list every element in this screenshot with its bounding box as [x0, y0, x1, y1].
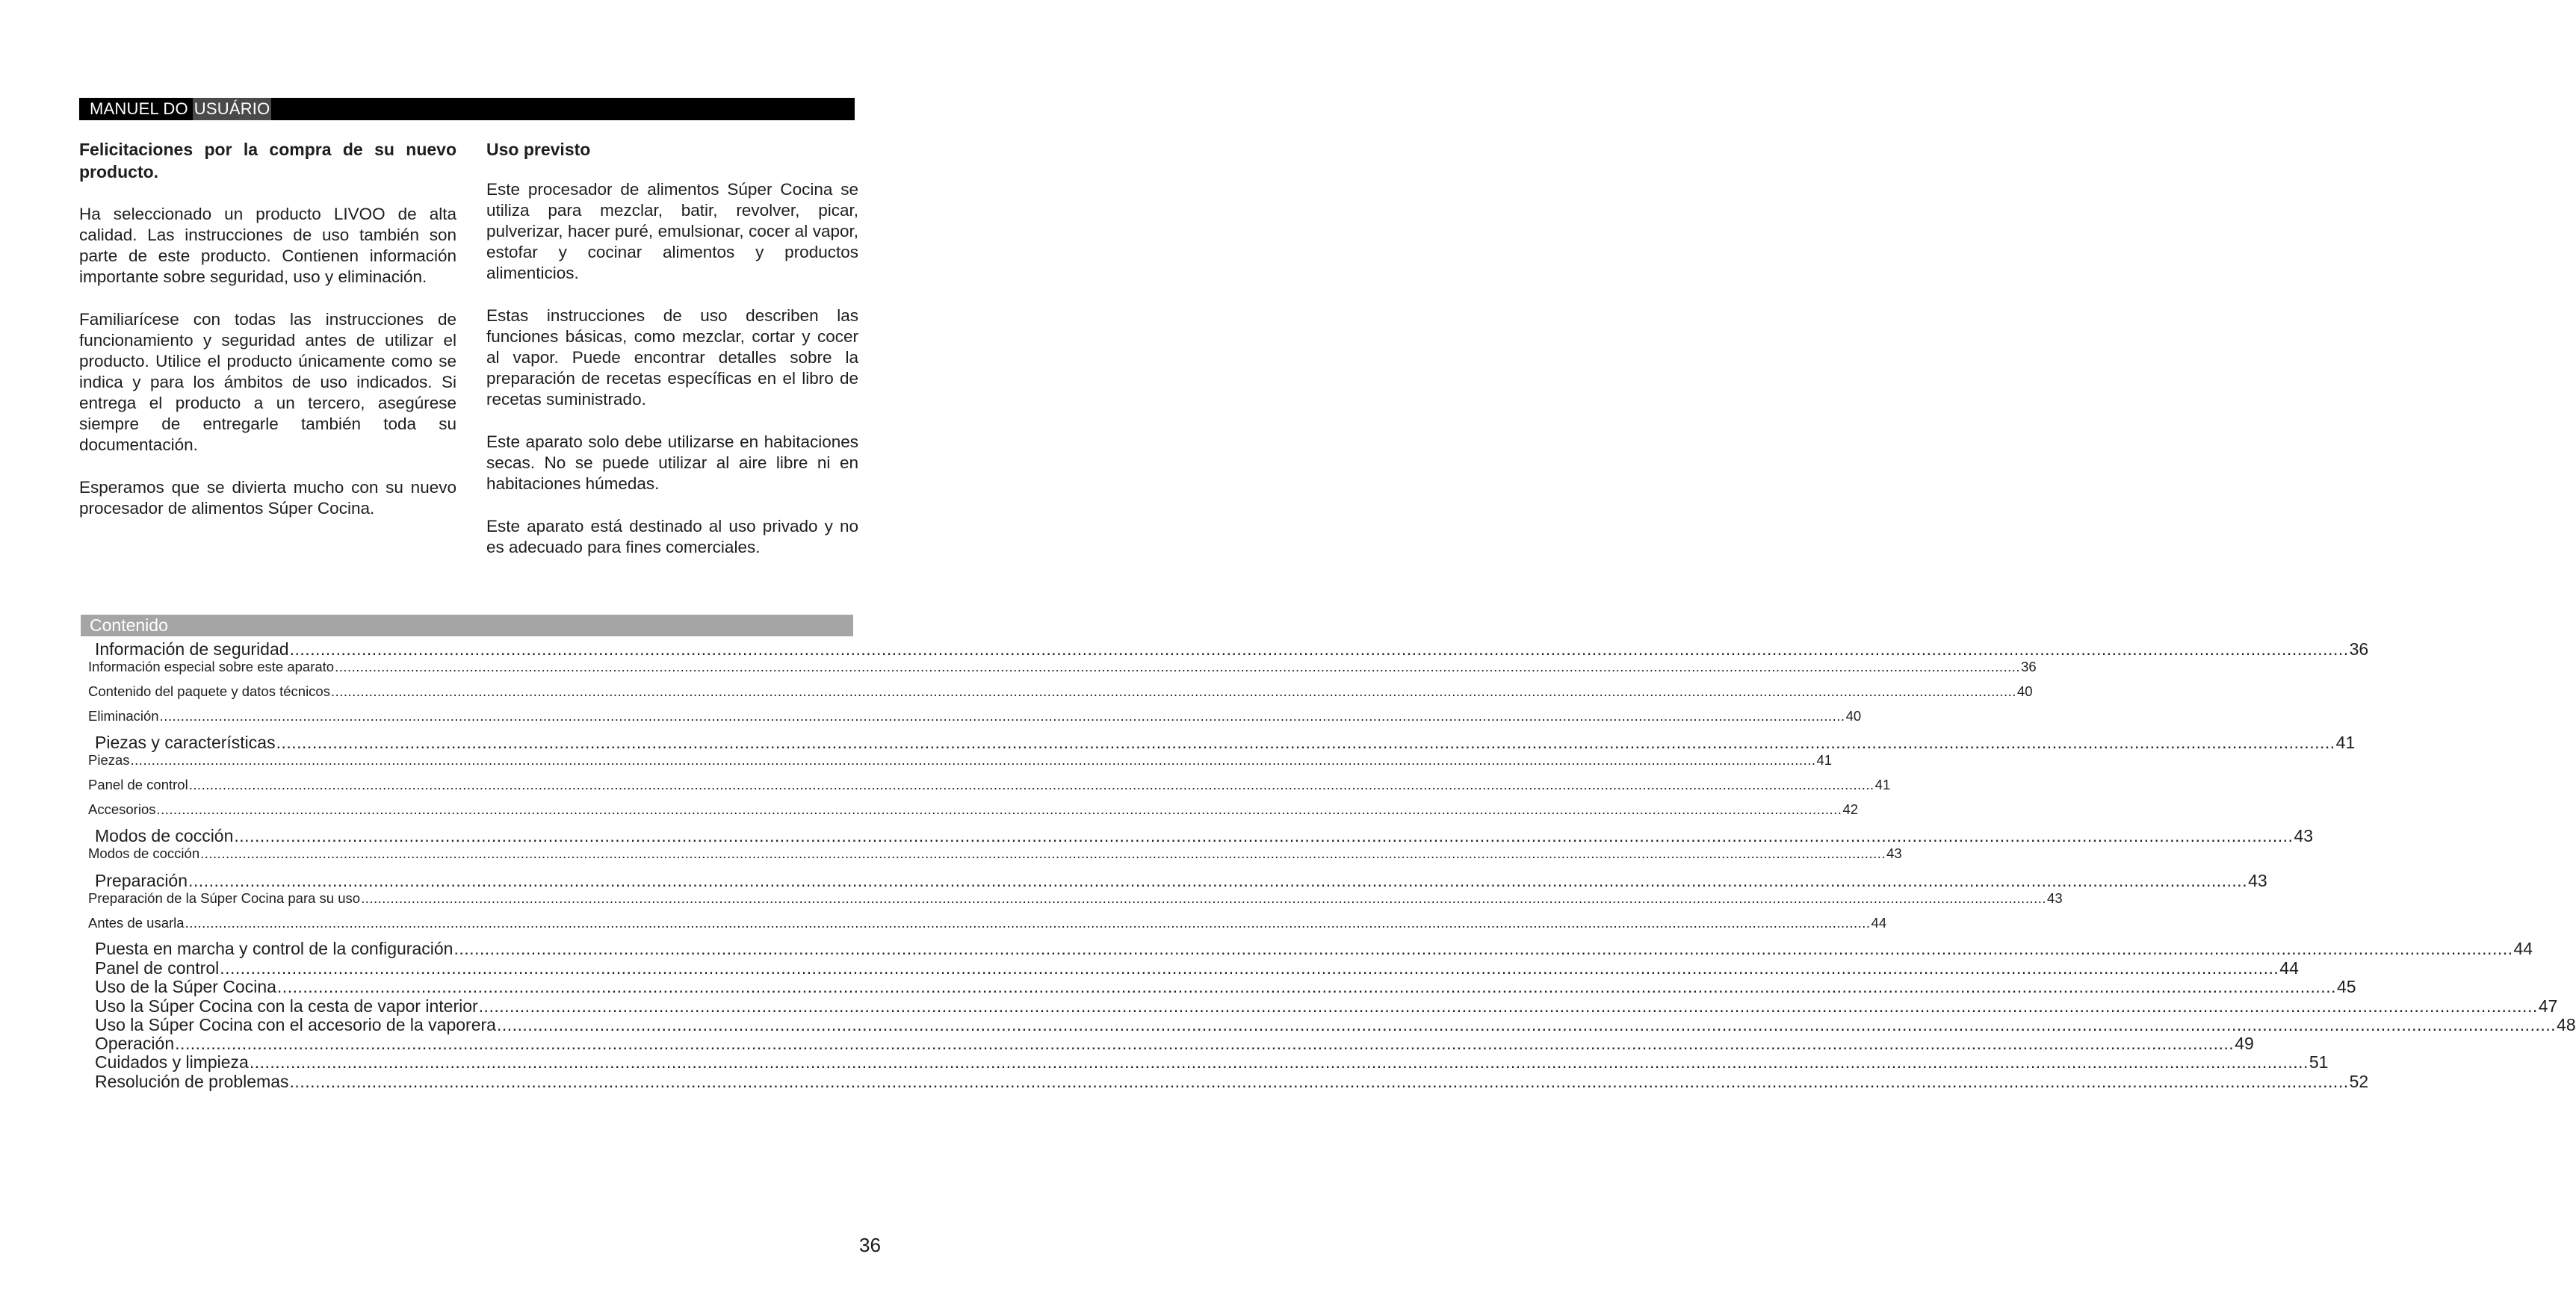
- toc-entry-page: 42: [1842, 801, 1859, 817]
- toc-entry-title: Uso de la Súper Cocina: [95, 977, 276, 996]
- toc-leader-dots: ................................................................................................................................................................................................................................................................................................................................................................................................................: [159, 708, 1845, 724]
- toc-entry-page: 41: [1816, 752, 1833, 768]
- toc-entry-title: Operación: [95, 1034, 175, 1053]
- contents-bar: [81, 615, 853, 636]
- toc-leader-dots: ................................................................................................................................................................................................................................................................................................................................................................................................................: [289, 639, 2349, 659]
- toc-subsection-entry: [88, 777, 1891, 793]
- toc-subsection-entry: [88, 915, 1887, 931]
- toc-leader-dots: ................................................................................................................................................................................................................................................................................................................................................................................................................: [175, 1034, 2235, 1053]
- toc-subsection-entry: [88, 683, 2033, 700]
- toc-entry-title: Piezas y características: [95, 733, 276, 752]
- toc-entry-page: 40: [1845, 708, 1862, 724]
- header-title: MANUEL DO USUÁRIO: [79, 98, 271, 120]
- toc-leader-dots: ................................................................................................................................................................................................................................................................................................................................................................................................................: [185, 915, 1871, 931]
- intended-use-paragraph: Este procesador de alimentos Súper Cocina se utiliza para mezclar, batir, revolver, picar, pulverizar, hacer puré, emulsionar, cocer al vapor, estofar y cocinar alimentos y productos alimenticios.: [486, 180, 858, 282]
- toc-entry-page: 43: [2047, 890, 2063, 906]
- toc-entry-page: 52: [2349, 1072, 2369, 1091]
- toc-entry-page: 44: [1871, 915, 1887, 931]
- toc-entry-title: Información especial sobre este aparato: [88, 659, 335, 674]
- toc-entry-title: Modos de cocción: [95, 826, 234, 845]
- toc-entry-page: 36: [2349, 639, 2369, 659]
- toc-leader-dots: ................................................................................................................................................................................................................................................................................................................................................................................................................: [289, 1072, 2349, 1091]
- toc-entry-page: 43: [1886, 845, 1902, 861]
- intro-paragraph: Familiarícese con todas las instrucciones de funcionamiento y seguridad antes de utilizar el producto. Utilice el producto únicamente como se indica y para los ámbitos de uso indicados. Si entrega el producto a un tercero, asegúrese siempre de entregarle también toda su documentación.: [79, 310, 456, 454]
- toc-entry-title: Preparación: [95, 871, 188, 890]
- header-bar: [79, 98, 855, 120]
- toc-entry-title: Piezas: [88, 752, 130, 768]
- toc-leader-dots: ................................................................................................................................................................................................................................................................................................................................................................................................................: [188, 871, 2248, 890]
- toc-entry-title: Modos de cocción: [88, 845, 200, 861]
- intended-use-paragraph: Este aparato está destinado al uso privado y no es adecuado para fines comerciales.: [486, 517, 858, 556]
- intro-paragraph: Ha seleccionado un producto LIVOO de alta calidad. Las instrucciones de uso también son parte de este producto. Contienen información importante sobre seguridad, uso y eliminación.: [79, 205, 456, 286]
- toc-section-entry: [95, 733, 2356, 752]
- page-number: 36: [859, 1234, 881, 1256]
- toc-entry-title: Eliminación: [88, 708, 159, 724]
- toc-section-entry: [95, 826, 2314, 845]
- intro-column: [79, 138, 456, 519]
- toc-entry-title: Panel de control: [95, 958, 220, 978]
- toc-leader-dots: ................................................................................................................................................................................................................................................................................................................................................................................................................: [130, 752, 1816, 768]
- toc-entry-title: Antes de usarla: [88, 915, 185, 931]
- toc-entry-page: 36: [2021, 659, 2037, 674]
- toc-subsection-entry: [88, 890, 2063, 907]
- toc-section-entry: [95, 1052, 2329, 1072]
- toc-section-entry: [95, 996, 2558, 1016]
- toc-entry-page: 41: [2335, 733, 2356, 752]
- toc-leader-dots: ................................................................................................................................................................................................................................................................................................................................................................................................................: [220, 958, 2279, 978]
- toc-entry-title: Cuidados y limpieza: [95, 1052, 249, 1072]
- toc-leader-dots: ................................................................................................................................................................................................................................................................................................................................................................................................................: [156, 801, 1842, 817]
- intended-use-column: [486, 138, 858, 558]
- toc-subsection-entry: [88, 659, 2037, 675]
- toc-leader-dots: ................................................................................................................................................................................................................................................................................................................................................................................................................: [361, 890, 2047, 906]
- toc-subsection-entry: [88, 708, 1862, 724]
- toc-section-entry: [95, 871, 2267, 890]
- toc-entry-page: 49: [2235, 1034, 2254, 1053]
- toc-subsection-entry: [88, 845, 1902, 862]
- toc-entry-page: 48: [2557, 1015, 2576, 1034]
- toc-leader-dots: ................................................................................................................................................................................................................................................................................................................................................................................................................: [188, 777, 1874, 792]
- intended-use-paragraph: Estas instrucciones de uso describen las funciones básicas, como mezclar, cortar y cocer al vapor. Puede encontrar detalles sobre la preparación de recetas específicas en el libro de recetas suministrado.: [486, 306, 858, 409]
- toc-subsection-entry: [88, 752, 1833, 769]
- toc-entry-title: Uso la Súper Cocina con el accesorio de la vaporera: [95, 1015, 496, 1034]
- toc-entry-title: Información de seguridad: [95, 639, 289, 659]
- toc-entry-title: Resolución de problemas: [95, 1072, 289, 1091]
- toc-entry-title: Panel de control: [88, 777, 188, 792]
- contents-title: Contenido: [90, 615, 168, 635]
- toc-entry-page: 51: [2309, 1052, 2329, 1072]
- toc-entry-page: 41: [1874, 777, 1891, 792]
- toc-section-entry: [95, 958, 2299, 978]
- intended-use-heading: Uso previsto: [486, 140, 591, 159]
- toc-leader-dots: ................................................................................................................................................................................................................................................................................................................................................................................................................: [276, 977, 2336, 996]
- toc-entry-page: 44: [2513, 939, 2533, 958]
- toc-leader-dots: ................................................................................................................................................................................................................................................................................................................................................................................................................: [453, 939, 2513, 958]
- toc-entry-page: 44: [2279, 958, 2299, 978]
- toc-section-entry: [95, 639, 2369, 659]
- toc-entry-page: 43: [2248, 871, 2267, 890]
- toc-leader-dots: ................................................................................................................................................................................................................................................................................................................................................................................................................: [200, 845, 1886, 861]
- toc-leader-dots: ................................................................................................................................................................................................................................................................................................................................................................................................................: [276, 733, 2335, 752]
- toc-entry-title: Accesorios: [88, 801, 156, 817]
- intended-use-paragraph: Este aparato solo debe utilizarse en habitaciones secas. No se puede utilizar al aire libre ni en habitaciones húmedas.: [486, 432, 858, 493]
- toc-entry-page: 40: [2016, 683, 2033, 699]
- toc-entry-page: 45: [2336, 977, 2356, 996]
- toc-leader-dots: ................................................................................................................................................................................................................................................................................................................................................................................................................: [249, 1052, 2309, 1072]
- toc-entry-page: 43: [2294, 826, 2314, 845]
- intro-heading: Felicitaciones por la compra de su nuevo producto.: [79, 140, 456, 181]
- toc-section-entry: [95, 939, 2533, 958]
- header-title-highlight: USUÁRIO: [193, 98, 272, 120]
- toc-leader-dots: ................................................................................................................................................................................................................................................................................................................................................................................................................: [330, 683, 2016, 699]
- toc-section-entry: [95, 1034, 2254, 1053]
- toc-subsection-entry: [88, 801, 1859, 818]
- toc-entry-title: Contenido del paquete y datos técnicos: [88, 683, 330, 699]
- intro-paragraph: Esperamos que se divierta mucho con su nuevo procesador de alimentos Súper Cocina.: [79, 478, 456, 518]
- toc-leader-dots: ................................................................................................................................................................................................................................................................................................................................................................................................................: [234, 826, 2294, 845]
- toc-entry-title: Puesta en marcha y control de la configuración: [95, 939, 453, 958]
- toc-section-entry: [95, 977, 2356, 996]
- toc-entry-title: Preparación de la Súper Cocina para su uso: [88, 890, 361, 906]
- toc-section-entry: [95, 1072, 2369, 1091]
- toc-entry-page: 47: [2538, 996, 2558, 1016]
- toc-leader-dots: ................................................................................................................................................................................................................................................................................................................................................................................................................: [335, 659, 2021, 674]
- toc-section-entry: [95, 1015, 2576, 1034]
- toc-leader-dots: ................................................................................................................................................................................................................................................................................................................................................................................................................: [496, 1015, 2557, 1034]
- toc-leader-dots: ................................................................................................................................................................................................................................................................................................................................................................................................................: [478, 996, 2538, 1016]
- toc-entry-title: Uso la Súper Cocina con la cesta de vapor interior: [95, 996, 478, 1016]
